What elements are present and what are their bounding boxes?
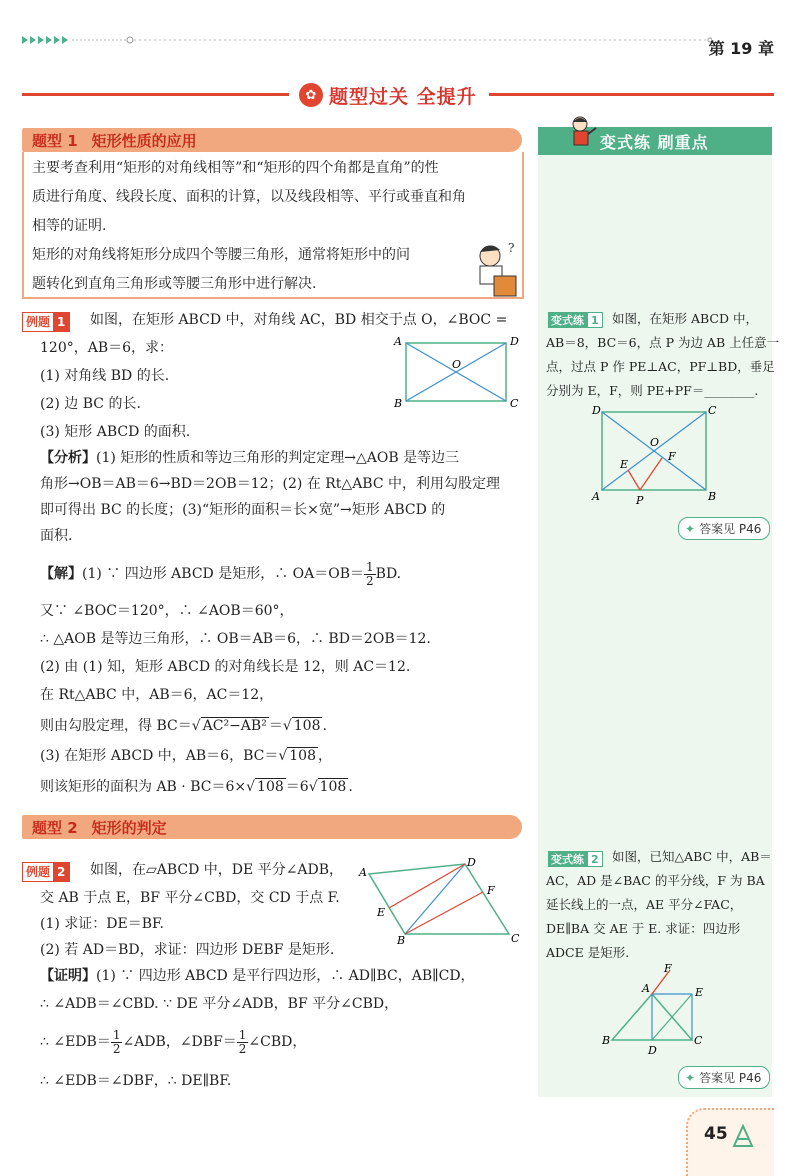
fig3-label-e: E: [620, 458, 629, 471]
example-2-badge: [22, 861, 70, 882]
chapter-label: 第 19 章: [708, 39, 774, 58]
example-number: 2: [53, 863, 69, 881]
intro-line: 主要考查利用“矩形的对角线相等”和“矩形的四个角都是直角”的性: [32, 160, 439, 176]
section-2-header: [22, 815, 522, 839]
analysis-label: 【分析】: [40, 450, 96, 466]
svg-text:?: ?: [508, 241, 515, 255]
proof-text: (1) ∵ 四边形 ABCD 是平行四边形，∴ AD∥BC，AB∥CD，: [96, 968, 475, 984]
fig3-label-f: F: [668, 450, 676, 463]
solution-line-6: 则由勾股定理，得 BC＝√ AC²−AB² ＝√ 108 .: [40, 718, 327, 734]
solution-line-7: (3) 在矩形 ABCD 中，AB＝6，BC＝√ 108 ，: [40, 748, 332, 764]
practice-2-line-4: DE∥BA 交 AE 于 E. 求证：四边形: [546, 921, 741, 936]
analysis-text: (1) 矩形的性质和等边三角形的判定定理→△AOB 是等边三: [96, 450, 460, 466]
practice-1-line-2: AB＝8，BC＝6，点 P 为边 AB 上任意一: [546, 335, 780, 350]
fig4-label-c: C: [694, 1034, 703, 1047]
solution-text: BD.: [375, 566, 402, 582]
example-1-q1: (1) 对角线 BD 的长.: [40, 368, 170, 384]
intro-line: 质进行角度、线段长度、面积的计算，以及线段相等、平行或垂直和角: [32, 189, 466, 205]
proof-line-4: ∴ ∠EDB＝∠DBF，∴ DE∥BF.: [40, 1073, 232, 1089]
solution-line-5: 在 Rt△ABC 中，AB＝6，AC＝12，: [40, 687, 274, 703]
fig3-label-c: C: [708, 404, 717, 417]
practice-2-line-2: AC，AD 是∠BAC 的平分线，F 为 BA: [546, 873, 765, 888]
figure-rectangle-abcd: [392, 335, 524, 411]
page-number: 45: [704, 1124, 728, 1144]
solution-line-2: 又∵ ∠BOC＝120°，∴ ∠AOB＝60°，: [40, 603, 294, 619]
practice-1-badge: 变式练 1: [548, 309, 603, 328]
fig2-label-b: B: [397, 934, 406, 946]
practice-2-line-1: 如图，已知△ABC 中，AB＝: [612, 849, 772, 864]
intro-line: 题转化到直角三角形或等腰三角形中进行解决.: [32, 276, 317, 292]
example-1-q2: (2) 边 BC 的长.: [40, 396, 141, 412]
header-dots-decoration: [22, 35, 712, 45]
example-label: 例题: [26, 865, 51, 879]
intro-line: 相等的证明.: [32, 218, 107, 234]
answer-link-2[interactable]: ✦ 答案见 P46: [678, 1066, 770, 1089]
analysis-line-4: 面积.: [40, 528, 73, 544]
fig1-label-b: B: [394, 397, 403, 410]
figure-triangle-adce: [598, 962, 708, 1056]
ruler-triangle-icon: [732, 1124, 754, 1148]
fig1-label-c: C: [510, 397, 519, 410]
solution-label: 【解】: [40, 566, 82, 582]
page-number-tab: [686, 1108, 774, 1176]
fig1-label-d: D: [510, 335, 519, 348]
example-2-line-3: (1) 求证：DE＝BF.: [40, 916, 164, 932]
example-2-line-2: 交 AB 于点 E，BF 平分∠CBD，交 CD 于点 F.: [40, 890, 340, 906]
fig2-label-e: E: [377, 906, 386, 919]
fig1-label-o: O: [452, 358, 462, 371]
example-label: 例题: [26, 315, 51, 329]
fig3-label-d: D: [592, 404, 601, 417]
proof-line-2: ∴ ∠ADB＝∠CBD. ∵ DE 平分∠ADB，BF 平分∠CBD，: [40, 996, 399, 1012]
fig4-label-b: B: [602, 1034, 611, 1047]
fig3-label-o: O: [650, 436, 660, 449]
practice-2-badge: 变式练 2: [548, 848, 603, 867]
section-1-label: 题型 1: [32, 131, 78, 150]
proof-line-3: ∴ ∠EDB＝ $\frac{1}{2}$ ∠ADB，∠DBF＝ $\frac{1}{2}$ ∠CBD，: [40, 1027, 307, 1056]
banner-title: 题型过关 全提升: [329, 85, 477, 108]
section-2-title: 矩形的判定: [91, 818, 167, 837]
runner-mascot-icon: [564, 114, 600, 154]
example-2-line-4: (2) 若 AD＝BD，求证：四边形 DEBF 是矩形.: [40, 942, 335, 958]
example-number: 1: [53, 313, 69, 331]
solution-line-1: [40, 560, 401, 588]
example-1-q3: (3) 矩形 ABCD 的面积.: [40, 424, 191, 440]
lightbulb-icon: ✦: [685, 521, 696, 536]
analysis-line-3: 即可得出 BC 的长度；(3)“矩形的面积＝长×宽”→矩形 ABCD 的: [40, 502, 446, 518]
figure-rectangle-pe-pf: [590, 402, 720, 506]
thinking-boy-icon: [468, 240, 520, 298]
fig4-label-d: D: [648, 1044, 657, 1056]
solution-line-3: ∴ △AOB 是等边三角形，∴ OB＝AB＝6，∴ BD＝2OB＝12.: [40, 631, 431, 647]
intro-line: 矩形的对角线将矩形分成四个等腰三角形，通常将矩形中的问: [32, 247, 410, 263]
example-1-badge: [22, 311, 70, 332]
fraction-half: $\frac{1}{2}$: [366, 559, 374, 588]
example-1-stem-cont: 120°，AB＝6，求：: [40, 340, 174, 356]
solution-text: (1) ∵ 四边形 ABCD 是矩形，∴ OA＝OB＝: [82, 566, 365, 582]
section-banner: [289, 82, 489, 108]
practice-2-line-3: 延长线上的一点，AE 平分∠FAC，: [546, 897, 743, 912]
analysis-line-2: 角形→OB＝AB＝6→BD＝2OB＝12；(2) 在 Rt△ABC 中，利用勾股定理: [40, 476, 501, 492]
answer-link-1[interactable]: ✦ 答案见 P46: [678, 517, 770, 540]
practice-2-line-5: ADCE 是矩形.: [546, 945, 630, 960]
section-1-title: 矩形性质的应用: [91, 131, 197, 150]
fig2-label-f: F: [487, 884, 495, 897]
example-2-line-1: 如图，在▱ABCD 中，DE 平分∠ADB，: [90, 862, 344, 878]
section-1-header: [22, 128, 522, 152]
fig4-label-a: A: [642, 982, 650, 995]
practice-1-line-3: 点，过点 P 作 PE⊥AC，PF⊥BD，垂足: [546, 359, 775, 374]
example-1-stem: 如图，在矩形 ABCD 中，对角线 AC，BD 相交于点 O，∠BOC =: [90, 312, 508, 328]
gear-icon: ✿: [299, 83, 323, 107]
proof-label: 【证明】: [40, 968, 96, 984]
section-2-label: 题型 2: [32, 818, 78, 837]
analysis-line-1: [40, 444, 459, 472]
fig1-label-a: A: [394, 335, 402, 348]
fig2-label-c: C: [511, 932, 520, 945]
section-1-intro-box: [22, 152, 524, 299]
fig3-label-p: P: [636, 494, 644, 506]
practice-1-line-1: 如图，在矩形 ABCD 中，: [612, 311, 758, 326]
lightbulb-icon: ✦: [685, 1070, 696, 1085]
proof-line-1: [40, 962, 475, 990]
fig3-label-b: B: [708, 490, 717, 503]
fig4-label-e: E: [695, 986, 704, 999]
fig2-label-a: A: [359, 866, 367, 879]
fig4-label-f: F: [664, 962, 672, 975]
solution-line-8: 则该矩形的面积为 AB · BC＝6×√ 108 ＝6√ 108 .: [40, 779, 353, 795]
figure-parallelogram-abcd: [355, 856, 525, 946]
fig2-label-d: D: [467, 856, 476, 869]
practice-panel-title: 变式练 刷重点: [600, 132, 709, 152]
fig3-label-a: A: [592, 490, 600, 503]
solution-line-4: (2) 由 (1) 知，矩形 ABCD 的对角线长是 12，则 AC＝12.: [40, 659, 411, 675]
practice-1-line-4: 分别为 E，F，则 PE+PF＝________.: [546, 383, 759, 398]
